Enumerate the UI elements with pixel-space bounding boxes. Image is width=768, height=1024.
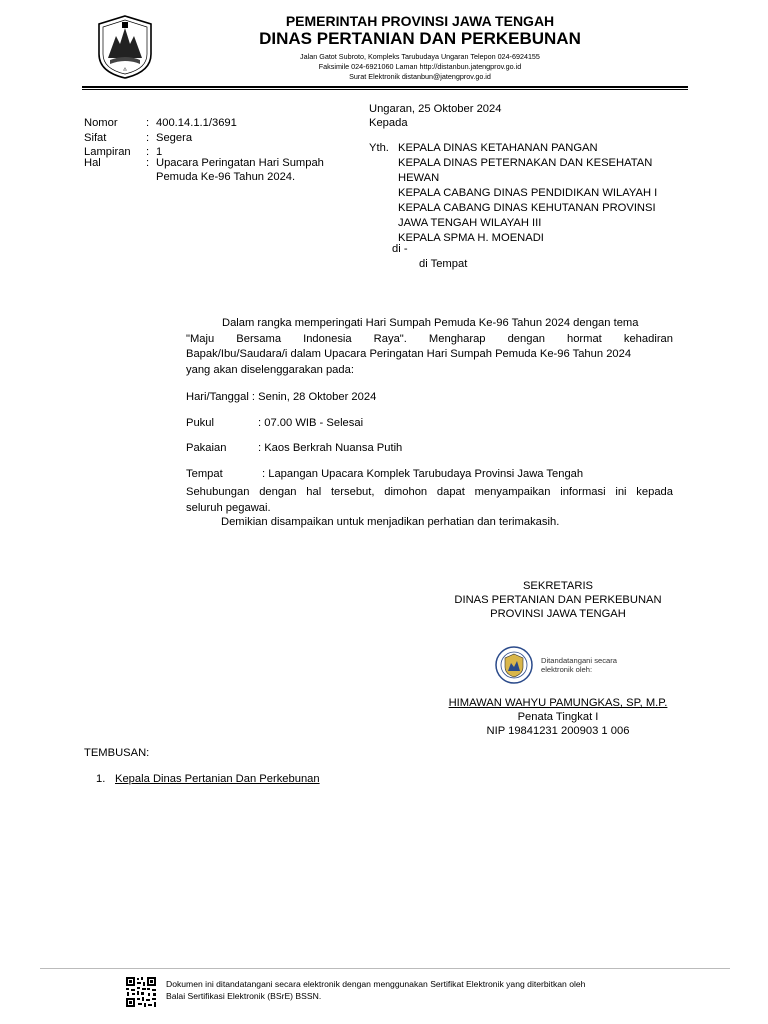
recipient-tempat: di Tempat [419, 258, 468, 270]
recipient-line: JAWA TENGAH WILAYAH III [398, 217, 542, 229]
recipient-di: di - [392, 243, 408, 255]
qr-code-icon [125, 976, 157, 1008]
signer-rank: Penata Tingkat I [517, 711, 599, 723]
body-paragraph-1: Dalam rangka memperingati Hari Sumpah Pemuda Ke-96 Tahun 2024 dengan tema "Maju Bersama Indonesia Raya". Mengharap dengan hormat kehadiran Bapak/Ibu/Saudara/i dalam Upacara Peringatan Hari Sumpah Pemuda Ke-96 Tahun 2024 yang akan diselenggarakan pada: [186, 317, 673, 376]
bsre-seal-icon [494, 645, 534, 685]
signer-block [418, 696, 698, 738]
letterhead-government: PEMERINTAH PROVINSI JAWA TENGAH [285, 13, 555, 29]
signer-title: SEKRETARIS DINAS PERTANIAN DAN PERKEBUNAN PROVINSI JAWA TENGAH [454, 580, 662, 620]
footer-rule [40, 968, 730, 969]
esign-note: Ditandatangani secara elektronik oleh: [541, 656, 617, 674]
signer-nip: NIP 19841231 200903 1 006 [486, 725, 630, 737]
letterhead-agency: DINAS PERTANIAN DAN PERKEBUNAN [259, 29, 581, 48]
recipient-line: KEPALA CABANG DINAS KEHUTANAN PROVINSI [398, 202, 656, 214]
body-closing: Demikian disampaikan untuk menjadikan perhatian dan terimakasih. [221, 516, 560, 528]
recipient-line: HEWAN [398, 172, 440, 184]
event-place-value: : Lapangan Upacara Komplek Tarubudaya Provinsi Jawa Tengah [262, 468, 584, 480]
letterhead-address: Jalan Gatot Subroto, Kompleks Tarubudaya Ungaran Telepon 024-6924155 [300, 52, 540, 61]
letterhead-fax-web: Faksimile 024-6921060 Laman http://distanbun.jatengprov.go.id [318, 62, 522, 71]
letterhead-email: Surat Elektronik distanbun@jatengprov.go.id [349, 72, 491, 81]
letterhead-rule-thin [82, 89, 688, 90]
recipient-line: KEPALA DINAS PETERNAKAN DAN KESEHATAN [398, 157, 653, 169]
body-paragraph-2: Sehubungan dengan hal tersebut, dimohon dapat menyampaikan informasi ini kepada seluruh pegawai. [186, 486, 673, 514]
event-date: Hari/Tanggal : Senin, 28 Oktober 2024 [186, 391, 377, 403]
recipient-line: KEPALA CABANG DINAS PENDIDIKAN WILAYAH I [398, 187, 658, 199]
jawa-tengah-crest-icon [96, 14, 154, 80]
to-label: Kepada [369, 117, 408, 129]
place-date: Ungaran, 25 Oktober 2024 [369, 103, 502, 115]
event-time-label: Pukul [186, 417, 214, 429]
event-time-value: : 07.00 WIB - Selesai [258, 417, 364, 429]
recipient-line: KEPALA DINAS KETAHANAN PANGAN [398, 142, 598, 154]
tembusan-label: TEMBUSAN: [84, 747, 150, 759]
letterhead-rule [82, 86, 688, 88]
svg-text:⁂: ⁂ [123, 67, 127, 72]
event-place-label: Tempat [186, 468, 223, 480]
recipient-list [398, 141, 698, 246]
tembusan-item-number: 1. [96, 773, 106, 785]
tembusan-item: Kepala Dinas Pertanian Dan Perkebunan [115, 773, 320, 785]
signer-name: HIMAWAN WAHYU PAMUNGKAS, SP, M.P. [448, 697, 668, 709]
event-dress-label: Pakaian [186, 442, 227, 454]
footer-disclaimer: Dokumen ini ditandatangani secara elektronik dengan menggunakan Sertifikat Elektronik yang diterbitkan oleh Balai Sertifikasi Elektronik (BSrE) BSSN. [166, 979, 586, 1001]
recipient-yth: Yth. [369, 142, 389, 154]
event-dress-value: : Kaos Berkrah Nuansa Putih [258, 442, 403, 454]
recipient-line: KEPALA SPMA H. MOENADI [398, 232, 544, 244]
